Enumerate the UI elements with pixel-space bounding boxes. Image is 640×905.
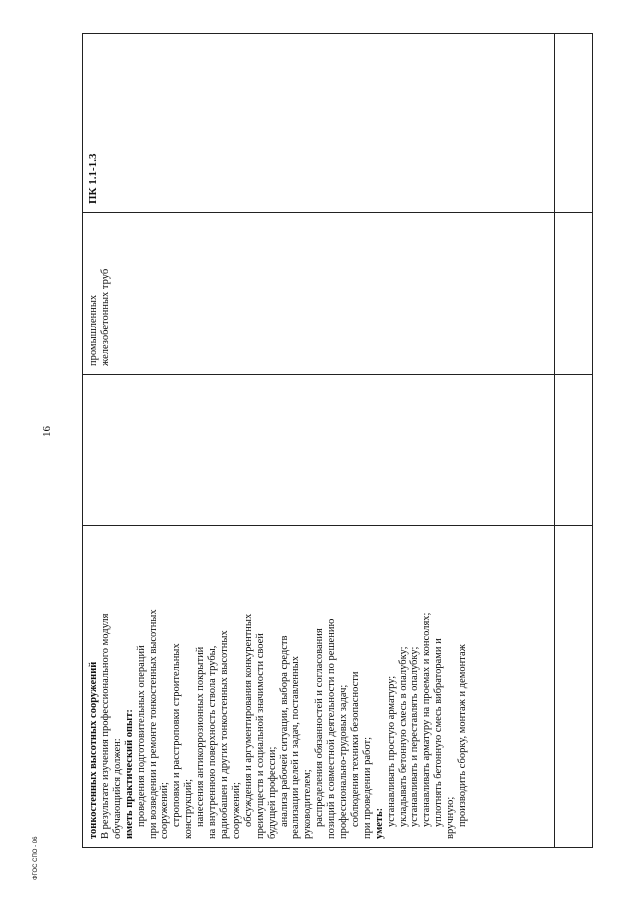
content-line: радиобашен и других тонкостенных высотных <box>218 630 230 839</box>
content-line: на внутреннюю поверхность ствола трубы, <box>207 645 219 839</box>
content-line: В результате изучения профессионального модуля <box>99 613 111 839</box>
table-row <box>83 34 555 847</box>
discipline-line: железобетонных труб <box>99 268 111 366</box>
page-number: 16 <box>41 426 53 437</box>
content-line: производить сборку, монтаж и демонтаж <box>457 644 469 827</box>
content-line: при возведении и ремонте тонкостенных высотных <box>147 609 159 839</box>
content-line: укладывать бетонную смесь в опалубку; <box>397 646 409 827</box>
content-line: будущей профессии; <box>266 746 278 839</box>
content-line: анализа рабочей ситуации, выбора средств <box>278 635 290 827</box>
content-line: реализации целей и задач, поставленных <box>290 656 302 839</box>
competency-code-cell <box>83 34 554 212</box>
content-line: руководителем; <box>302 769 314 839</box>
content-line: обучающийся должен: <box>111 738 123 839</box>
content-line: иметь практический опыт: <box>123 709 135 839</box>
content-line: позиций в совместной деятельности по решению <box>326 618 338 839</box>
discipline-line: промышленных <box>88 294 99 366</box>
content-line: тонкостенных высотных сооружений <box>88 661 99 839</box>
content-line: уметь: <box>373 807 385 839</box>
content-line: конструкций; <box>183 778 195 839</box>
content-line: устанавливать простую арматуру; <box>385 675 397 827</box>
empty-cell <box>555 212 592 374</box>
competency-table <box>82 33 593 848</box>
footer-label: ФГОС СПО - 06 <box>33 836 39 880</box>
content-line: обсуждения и аргументирования конкурентных <box>242 613 254 827</box>
content-cell <box>83 525 554 847</box>
empty-cell <box>555 525 592 847</box>
empty-cell <box>555 374 592 525</box>
content-line: распределения обязанностей и согласования <box>314 628 326 827</box>
content-line: при проведении работ; <box>361 736 373 839</box>
content-line: проведения подготовительных операций <box>135 645 147 827</box>
content-line: устанавливать арматуру на проемах и консолях; <box>421 612 433 827</box>
content-line: уплотнять бетонную смесь вибраторами и <box>433 638 445 827</box>
table-row <box>555 34 592 847</box>
competency-code: ПК 1.1-1.3 <box>87 153 99 204</box>
discipline-cell <box>83 212 554 374</box>
empty-cell <box>83 374 554 525</box>
content-line: сооружений; <box>230 782 242 839</box>
content-line: вручную; <box>445 796 457 839</box>
content-line: сооружений; <box>159 782 171 839</box>
content-line: строповки и расстроповки строительных <box>171 643 183 827</box>
empty-cell <box>555 34 592 212</box>
content-line: преимуществ и социальной значимости своей <box>254 633 266 839</box>
content-line: соблюдения техники безопасности <box>349 671 361 827</box>
content-line: устанавливать и переставлять опалубку; <box>409 646 421 827</box>
content-line: нанесения антикоррозионных покрытий <box>195 646 207 827</box>
content-line: профессионально-трудовых задач; <box>338 684 350 839</box>
